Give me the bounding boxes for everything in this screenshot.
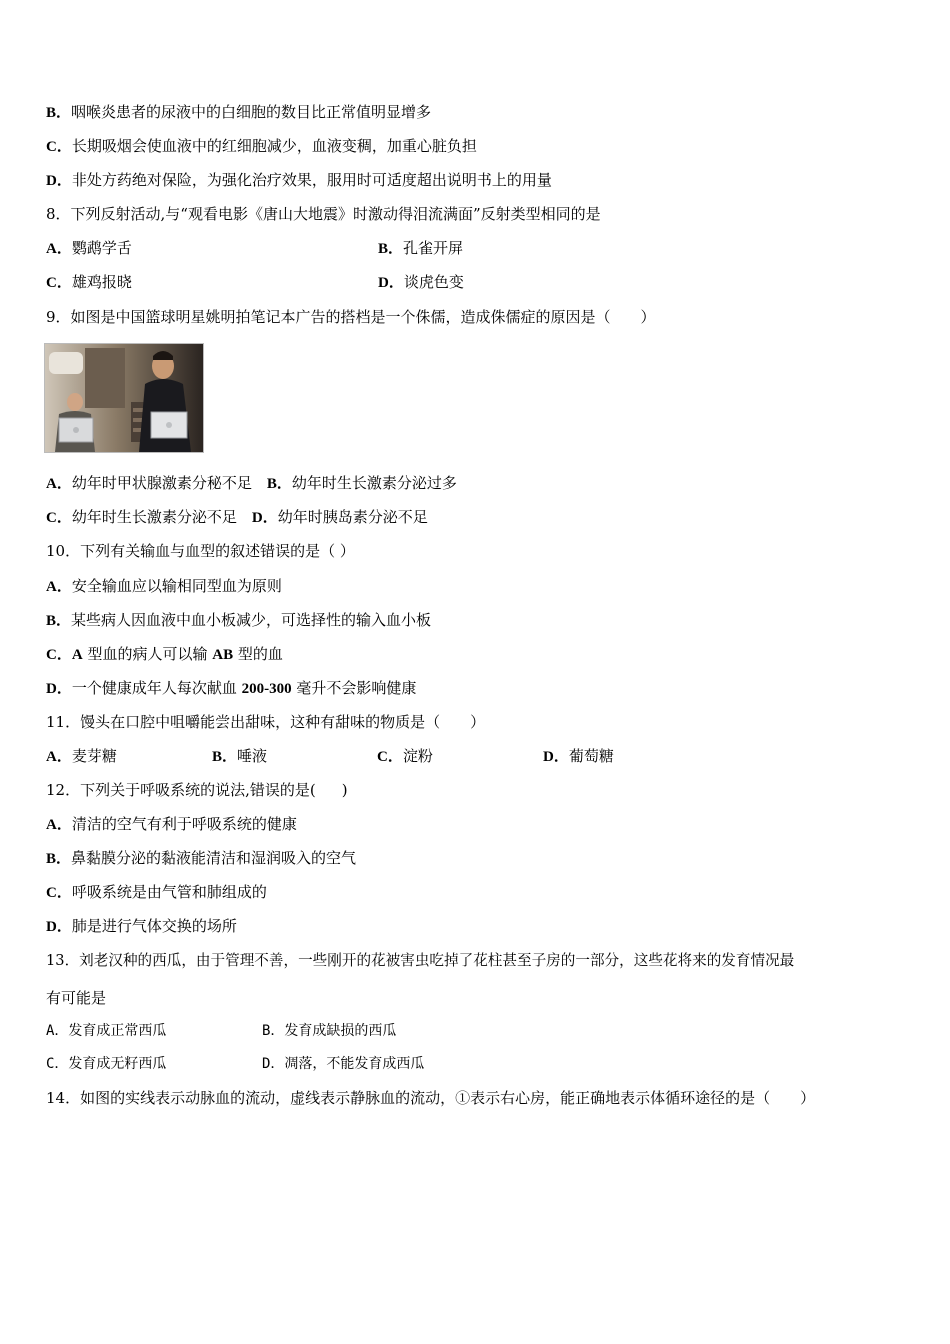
q11-stem: 11．馒头在口腔中咀嚼能尝出甜味，这种有甜味的物质是（ ） — [46, 713, 486, 731]
q10-option-b: B．某些病人因血液中血小板减少，可选择性的输入血小板 — [46, 611, 432, 629]
q8-option-c: C．雄鸡报晓 — [46, 273, 132, 291]
q10-option-c: C．A 型血的病人可以输 AB 型的血 — [46, 645, 283, 663]
q13-option-a: A．发育成正常西瓜 — [46, 1023, 167, 1039]
q10-option-d: D．一个健康成年人每次献血 200-300 毫升不会影响健康 — [46, 679, 417, 697]
q11-option-c: C．淀粉 — [377, 747, 433, 765]
q9-options-row2 — [46, 507, 428, 528]
q8-stem: 8．下列反射活动,与“观看电影《唐山大地震》时激动得泪流满面”反射类型相同的是 — [46, 205, 601, 223]
q14-stem: 14．如图的实线表示动脉血的流动，虚线表示静脉血的流动，①表示右心房，能正确地表示体循环途径的是（ ） — [46, 1089, 816, 1107]
q11-option-d: D．葡萄糖 — [543, 747, 614, 765]
q9-option-a-text: 幼年时甲状腺激素分秘不足 — [71, 474, 252, 492]
q9-option-b-letter: B． — [266, 476, 292, 492]
q9-option-a-letter: A． — [46, 476, 72, 492]
q7-option-d: D．非处方药绝对保险，为强化治疗效果，服用时可适度超出说明书上的用量 — [46, 171, 552, 189]
q10-stem: 10．下列有关输血与血型的叙述错误的是（ ） — [46, 542, 355, 560]
q7-option-b: B．咽喉炎患者的尿液中的白细胞的数目比正常值明显增多 — [46, 103, 432, 121]
q8-option-b: B．孔雀开屏 — [378, 239, 464, 257]
q11-option-b: B．唾液 — [212, 747, 268, 765]
q11-option-a: A．麦芽糖 — [46, 747, 117, 765]
q13-stem-line2: 有可能是 — [46, 989, 107, 1007]
q9-options-row1 — [46, 473, 457, 494]
q10-option-a: A．安全输血应以输相同型血为原则 — [46, 577, 282, 595]
q9-option-b-text: 幼年时生长激素分泌过多 — [291, 474, 457, 492]
advertisement-photo — [44, 343, 204, 453]
q7-option-c: C．长期吸烟会使血液中的红细胞减少，血液变稠，加重心脏负担 — [46, 137, 477, 155]
q12-option-c: C．呼吸系统是由气管和肺组成的 — [46, 883, 267, 901]
q12-option-d: D．肺是进行气体交换的场所 — [46, 917, 237, 935]
q9-stem: 9．如图是中国篮球明星姚明拍笔记本广告的搭档是一个侏儒，造成侏儒症的原因是（ ） — [46, 308, 656, 326]
q12-stem: 12．下列关于呼吸系统的说法,错误的是( ) — [46, 781, 348, 799]
q13-option-b: B．发育成缺损的西瓜 — [262, 1023, 397, 1039]
q9-option-c-text: 幼年时生长激素分泌不足 — [71, 508, 237, 526]
q12-option-a: A．清洁的空气有利于呼吸系统的健康 — [46, 815, 297, 833]
q9-option-c-letter: C． — [46, 510, 72, 526]
q8-option-d: D．谈虎色变 — [378, 273, 464, 291]
q9-option-d-text: 幼年时胰岛素分泌不足 — [277, 508, 428, 526]
q13-option-c: C．发育成无籽西瓜 — [46, 1056, 167, 1072]
q9-option-d-letter: D． — [251, 510, 278, 526]
q8-option-a: A．鹦鹉学舌 — [46, 239, 132, 257]
q13-stem-line1: 13．刘老汉种的西瓜，由于管理不善，一些刚开的花被害虫吃掉了花柱甚至子房的一部分，这些花将来的发育情况最 — [46, 952, 795, 969]
q12-option-b: B．鼻黏膜分泌的黏液能清洁和湿润吸入的空气 — [46, 849, 357, 867]
q13-option-d: D．凋落，不能发育成西瓜 — [262, 1056, 425, 1072]
laptop-ad-illustration — [45, 344, 203, 452]
